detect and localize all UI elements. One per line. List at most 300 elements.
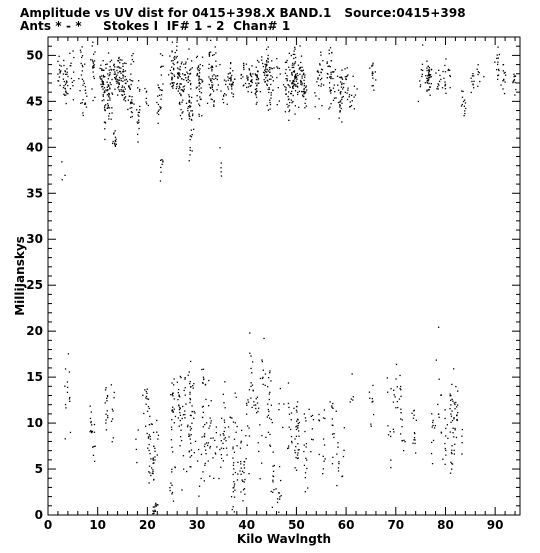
data-point <box>294 54 295 55</box>
data-point <box>352 100 353 101</box>
data-point <box>119 80 120 81</box>
data-point <box>270 380 271 381</box>
data-point <box>304 74 305 75</box>
data-point <box>202 65 203 66</box>
data-point <box>59 56 60 57</box>
data-point <box>296 421 297 422</box>
data-point <box>272 480 273 481</box>
data-point <box>132 80 133 81</box>
data-point <box>82 99 83 100</box>
data-point <box>330 72 331 73</box>
data-point <box>304 77 305 78</box>
data-point <box>284 86 285 87</box>
data-point <box>340 93 341 94</box>
data-point <box>132 59 133 60</box>
data-point <box>483 76 484 77</box>
data-point <box>210 446 211 447</box>
data-point <box>464 115 465 116</box>
data-point <box>212 457 213 458</box>
data-point <box>173 411 174 412</box>
data-point <box>159 87 160 88</box>
data-point <box>178 417 179 418</box>
data-point <box>191 60 192 61</box>
data-point <box>340 105 341 106</box>
data-point <box>462 429 463 430</box>
data-point <box>103 75 104 76</box>
data-point <box>144 389 145 390</box>
data-point <box>187 73 188 74</box>
data-point <box>372 78 373 79</box>
data-point <box>422 74 423 75</box>
data-point <box>81 57 82 58</box>
data-point <box>249 332 250 333</box>
data-point <box>298 436 299 437</box>
data-point <box>242 500 243 501</box>
data-point <box>429 67 430 68</box>
data-point <box>171 410 172 411</box>
data-point <box>115 140 116 141</box>
data-point <box>303 70 304 71</box>
data-point <box>174 59 175 60</box>
data-point <box>255 93 256 94</box>
data-point <box>220 434 221 435</box>
data-point <box>273 489 274 490</box>
data-point <box>65 404 66 405</box>
data-point <box>103 70 104 71</box>
data-point <box>234 497 235 498</box>
data-point <box>228 73 229 74</box>
data-point <box>246 405 247 406</box>
data-point <box>110 82 111 83</box>
data-point <box>375 79 376 80</box>
data-point <box>451 384 452 385</box>
data-point <box>352 399 353 400</box>
data-point <box>302 95 303 96</box>
data-point <box>329 82 330 83</box>
data-point <box>162 66 163 67</box>
data-point <box>279 496 280 497</box>
data-point <box>291 72 292 73</box>
data-point <box>138 122 139 123</box>
data-point <box>341 476 342 477</box>
data-point <box>263 338 264 339</box>
data-point <box>257 60 258 61</box>
data-point <box>285 94 286 95</box>
data-point <box>231 75 232 76</box>
data-point <box>297 94 298 95</box>
data-point <box>183 64 184 65</box>
data-point <box>246 403 247 404</box>
data-point <box>388 434 389 435</box>
data-point <box>232 447 233 448</box>
data-point <box>313 419 314 420</box>
data-point <box>105 402 106 403</box>
data-point <box>190 73 191 74</box>
data-point <box>268 411 269 412</box>
data-point <box>65 407 66 408</box>
data-point <box>107 94 108 95</box>
data-point <box>192 150 193 151</box>
data-point <box>153 479 154 480</box>
data-point <box>121 89 122 90</box>
data-point <box>252 73 253 74</box>
data-point <box>189 160 190 161</box>
data-point <box>503 64 504 65</box>
data-point <box>303 74 304 75</box>
data-point <box>234 79 235 80</box>
data-point <box>269 445 270 446</box>
data-point <box>327 63 328 64</box>
data-point <box>272 492 273 493</box>
data-point <box>146 103 147 104</box>
data-point <box>146 101 147 102</box>
data-point <box>198 449 199 450</box>
data-point <box>271 60 272 61</box>
data-point <box>209 447 210 448</box>
data-point <box>255 94 256 95</box>
data-point <box>472 73 473 74</box>
data-point <box>131 107 132 108</box>
data-point <box>338 470 339 471</box>
data-point <box>428 79 429 80</box>
data-point <box>390 388 391 389</box>
data-point <box>225 437 226 438</box>
data-point <box>444 443 445 444</box>
data-point <box>122 81 123 82</box>
data-point <box>173 63 174 64</box>
data-point <box>279 68 280 69</box>
data-point <box>113 132 114 133</box>
data-point <box>264 70 265 71</box>
data-point <box>108 96 109 97</box>
data-point <box>179 445 180 446</box>
data-point <box>148 438 149 439</box>
data-point <box>287 106 288 107</box>
data-point <box>263 370 264 371</box>
data-point <box>232 83 233 84</box>
data-point <box>157 112 158 113</box>
data-point <box>121 60 122 61</box>
data-point <box>256 102 257 103</box>
data-point <box>57 74 58 75</box>
data-point <box>149 453 150 454</box>
data-point <box>190 69 191 70</box>
data-point <box>114 77 115 78</box>
data-point <box>258 451 259 452</box>
data-point <box>313 439 314 440</box>
data-point <box>450 462 451 463</box>
x-tick-label: 40 <box>238 518 256 532</box>
data-point <box>420 86 421 87</box>
data-point <box>223 102 224 103</box>
data-point <box>445 71 446 72</box>
data-point <box>159 109 160 110</box>
data-point <box>299 74 300 75</box>
data-point <box>82 66 83 67</box>
data-point <box>181 89 182 90</box>
data-point <box>233 421 234 422</box>
data-point <box>422 70 423 71</box>
data-point <box>421 69 422 70</box>
data-point <box>288 91 289 92</box>
data-point <box>272 466 273 467</box>
data-point <box>211 70 212 71</box>
data-point <box>132 96 133 97</box>
axis-ticks <box>48 37 520 515</box>
data-point <box>63 73 64 74</box>
data-point <box>65 84 66 85</box>
data-point <box>182 111 183 112</box>
data-point <box>293 67 294 68</box>
data-point <box>111 92 112 93</box>
data-point <box>497 79 498 80</box>
data-point <box>390 431 391 432</box>
data-point <box>65 74 66 75</box>
data-point <box>245 83 246 84</box>
data-point <box>57 61 58 62</box>
data-point <box>147 398 148 399</box>
data-point <box>160 53 161 54</box>
data-point <box>132 116 133 117</box>
data-point <box>232 82 233 83</box>
data-point <box>105 64 106 65</box>
data-point <box>143 413 144 414</box>
data-point <box>198 114 199 115</box>
data-point <box>295 90 296 91</box>
data-point <box>442 459 443 460</box>
chart-title-line-2: Ants * - * Stokes I IF# 1 - 2 Chan# 1 <box>20 19 291 33</box>
data-point <box>312 428 313 429</box>
data-point <box>504 93 505 94</box>
data-point <box>215 78 216 79</box>
data-point <box>112 441 113 442</box>
data-point <box>153 463 154 464</box>
data-point <box>224 80 225 81</box>
data-point <box>148 399 149 400</box>
data-point <box>199 91 200 92</box>
data-point <box>390 436 391 437</box>
data-point <box>430 74 431 75</box>
data-point <box>138 429 139 430</box>
data-point <box>287 448 288 449</box>
data-point <box>113 397 114 398</box>
data-point <box>271 94 272 95</box>
data-point <box>184 86 185 87</box>
data-point <box>200 79 201 80</box>
data-point <box>349 106 350 107</box>
data-point <box>122 71 123 72</box>
data-point <box>185 395 186 396</box>
data-point <box>180 109 181 110</box>
data-point <box>91 424 92 425</box>
data-point <box>184 89 185 90</box>
y-tick-label: 25 <box>26 278 43 293</box>
data-point <box>211 69 212 70</box>
y-tick-label: 5 <box>34 462 43 477</box>
data-point <box>137 141 138 142</box>
data-point <box>435 425 436 426</box>
data-point <box>83 80 84 81</box>
data-point <box>431 83 432 84</box>
data-point <box>370 424 371 425</box>
data-point <box>182 112 183 113</box>
data-point <box>67 392 68 393</box>
data-point <box>471 92 472 93</box>
data-point <box>154 456 155 457</box>
data-point <box>310 451 311 452</box>
data-point <box>513 74 514 75</box>
data-point <box>103 76 104 77</box>
data-point <box>157 454 158 455</box>
data-point <box>123 75 124 76</box>
data-point <box>302 83 303 84</box>
data-point <box>187 110 188 111</box>
data-point <box>243 464 244 465</box>
data-point <box>188 114 189 115</box>
data-point <box>179 93 180 94</box>
data-point <box>372 85 373 86</box>
data-point <box>209 64 210 65</box>
data-point <box>497 75 498 76</box>
data-point <box>445 93 446 94</box>
data-point <box>213 74 214 75</box>
data-point <box>67 381 68 382</box>
data-point <box>182 100 183 101</box>
data-point <box>91 432 92 433</box>
data-point <box>171 79 172 80</box>
data-point <box>337 442 338 443</box>
data-point <box>217 79 218 80</box>
data-point <box>199 116 200 117</box>
data-point <box>86 96 87 97</box>
data-point <box>271 491 272 492</box>
data-point <box>342 88 343 89</box>
data-point <box>350 101 351 102</box>
data-point <box>369 398 370 399</box>
data-point <box>451 445 452 446</box>
data-point <box>269 399 270 400</box>
data-point <box>176 88 177 89</box>
data-point <box>180 115 181 116</box>
data-point <box>147 411 148 412</box>
data-point <box>317 70 318 71</box>
data-point <box>257 82 258 83</box>
data-point <box>241 441 242 442</box>
data-point <box>181 83 182 84</box>
data-point <box>170 490 171 491</box>
data-point <box>295 457 296 458</box>
data-point <box>171 429 172 430</box>
data-point <box>127 81 128 82</box>
data-point <box>426 61 427 62</box>
data-point <box>230 417 231 418</box>
data-point <box>338 461 339 462</box>
data-point <box>422 44 423 45</box>
data-point <box>118 66 119 67</box>
data-point <box>372 385 373 386</box>
data-point <box>79 90 80 91</box>
data-point <box>111 119 112 120</box>
data-point <box>156 504 157 505</box>
data-point <box>333 437 334 438</box>
data-point <box>351 398 352 399</box>
data-point <box>397 407 398 408</box>
data-point <box>111 384 112 385</box>
y-tick-label: 10 <box>26 416 43 431</box>
data-point <box>372 75 373 76</box>
data-point <box>194 452 195 453</box>
data-point <box>190 438 191 439</box>
data-point <box>299 422 300 423</box>
data-point <box>63 60 64 61</box>
data-point <box>332 408 333 409</box>
data-point <box>223 402 224 403</box>
data-point <box>329 87 330 88</box>
data-point <box>272 422 273 423</box>
data-point <box>451 469 452 470</box>
data-point <box>297 75 298 76</box>
data-point <box>81 74 82 75</box>
data-point <box>341 87 342 88</box>
data-point <box>172 407 173 408</box>
data-point <box>285 89 286 90</box>
y-tick-label: 40 <box>26 140 43 155</box>
data-point <box>181 489 182 490</box>
data-point <box>273 452 274 453</box>
data-point <box>250 73 251 74</box>
data-point <box>461 90 462 91</box>
data-point <box>188 434 189 435</box>
data-point <box>120 73 121 74</box>
data-point <box>176 57 177 58</box>
data-point <box>515 82 516 83</box>
data-point <box>243 65 244 66</box>
data-point <box>108 106 109 107</box>
data-point <box>110 69 111 70</box>
data-point <box>301 56 302 57</box>
data-point <box>462 104 463 105</box>
data-point <box>172 73 173 74</box>
data-point <box>179 409 180 410</box>
data-point <box>135 439 136 440</box>
data-point <box>289 414 290 415</box>
data-point <box>243 85 244 86</box>
data-point <box>349 94 350 95</box>
data-point <box>131 99 132 100</box>
data-point <box>246 458 247 459</box>
data-point <box>265 66 266 67</box>
data-point <box>290 87 291 88</box>
data-point <box>112 143 113 144</box>
data-point <box>347 67 348 68</box>
data-point <box>413 418 414 419</box>
data-point <box>462 97 463 98</box>
data-point <box>293 64 294 65</box>
data-point <box>190 150 191 151</box>
data-point <box>300 70 301 71</box>
data-point <box>129 87 130 88</box>
data-point <box>300 80 301 81</box>
data-point <box>224 420 225 421</box>
data-point <box>397 401 398 402</box>
data-point <box>66 68 67 69</box>
data-point <box>112 409 113 410</box>
data-point <box>107 89 108 90</box>
data-point <box>271 419 272 420</box>
data-point <box>162 55 163 56</box>
data-point <box>153 460 154 461</box>
data-point <box>272 475 273 476</box>
